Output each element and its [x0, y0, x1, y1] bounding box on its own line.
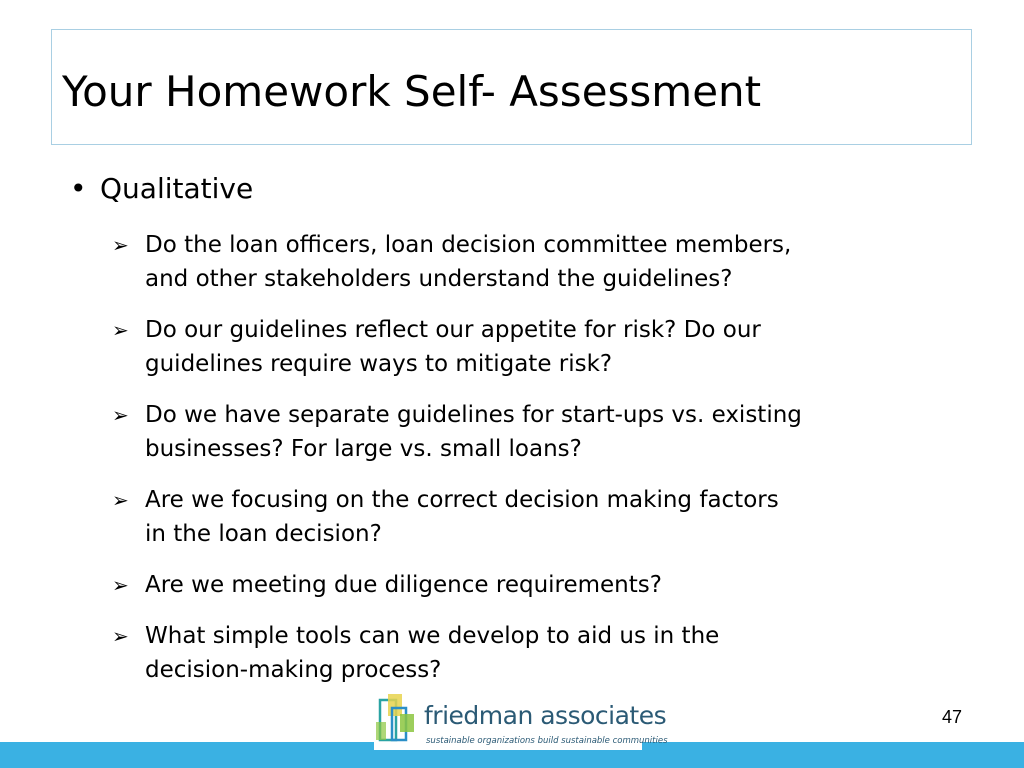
sub-bullet-item: [112, 398, 972, 466]
arrow-bullet-icon: ➢: [112, 403, 129, 427]
arrow-bullet-icon: ➢: [112, 233, 129, 257]
arrow-bullet-icon: ➢: [112, 318, 129, 342]
sub-bullet-line: What simple tools can we develop to aid us in the: [145, 623, 720, 649]
sub-bullet-list: [112, 228, 972, 704]
logo-tagline: sustainable organizations build sustainable communities: [426, 736, 668, 746]
sub-bullet-item: [112, 619, 972, 687]
bullet-qualitative: [70, 170, 253, 208]
friedman-associates-logo: [374, 692, 668, 750]
sub-bullet-item: [112, 483, 972, 551]
arrow-bullet-icon: ➢: [112, 624, 129, 648]
arrow-bullet-icon: ➢: [112, 573, 129, 597]
sub-bullet-line: and other stakeholders understand the guidelines?: [145, 266, 733, 292]
slide-title: Your Homework Self- Assessment: [62, 67, 762, 116]
sub-bullet-line: Do the loan officers, loan decision committee members,: [145, 232, 792, 258]
title-box: [51, 29, 972, 145]
page-number: 47: [941, 707, 962, 727]
sub-bullet-line: Are we focusing on the correct decision making factors: [145, 487, 779, 513]
sub-bullet-line: Do our guidelines reflect our appetite for risk? Do our: [145, 317, 761, 343]
logo-mark-icon: [374, 692, 424, 750]
sub-bullet-line: businesses? For large vs. small loans?: [145, 436, 582, 462]
sub-bullet-item: [112, 568, 972, 602]
sub-bullet-item: [112, 228, 972, 296]
logo-name: friedman associates: [424, 701, 667, 730]
sub-bullet-line: Do we have separate guidelines for start-ups vs. existing: [145, 402, 802, 428]
sub-bullet-item: [112, 313, 972, 381]
sub-bullet-line: decision-making process?: [145, 657, 442, 683]
bullet-icon: •: [70, 172, 87, 205]
sub-bullet-line: guidelines require ways to mitigate risk?: [145, 351, 613, 377]
arrow-bullet-icon: ➢: [112, 488, 129, 512]
sub-bullet-line: Are we meeting due diligence requirements?: [145, 572, 662, 598]
sub-bullet-line: in the loan decision?: [145, 521, 382, 547]
bullet-label: Qualitative: [100, 172, 254, 205]
